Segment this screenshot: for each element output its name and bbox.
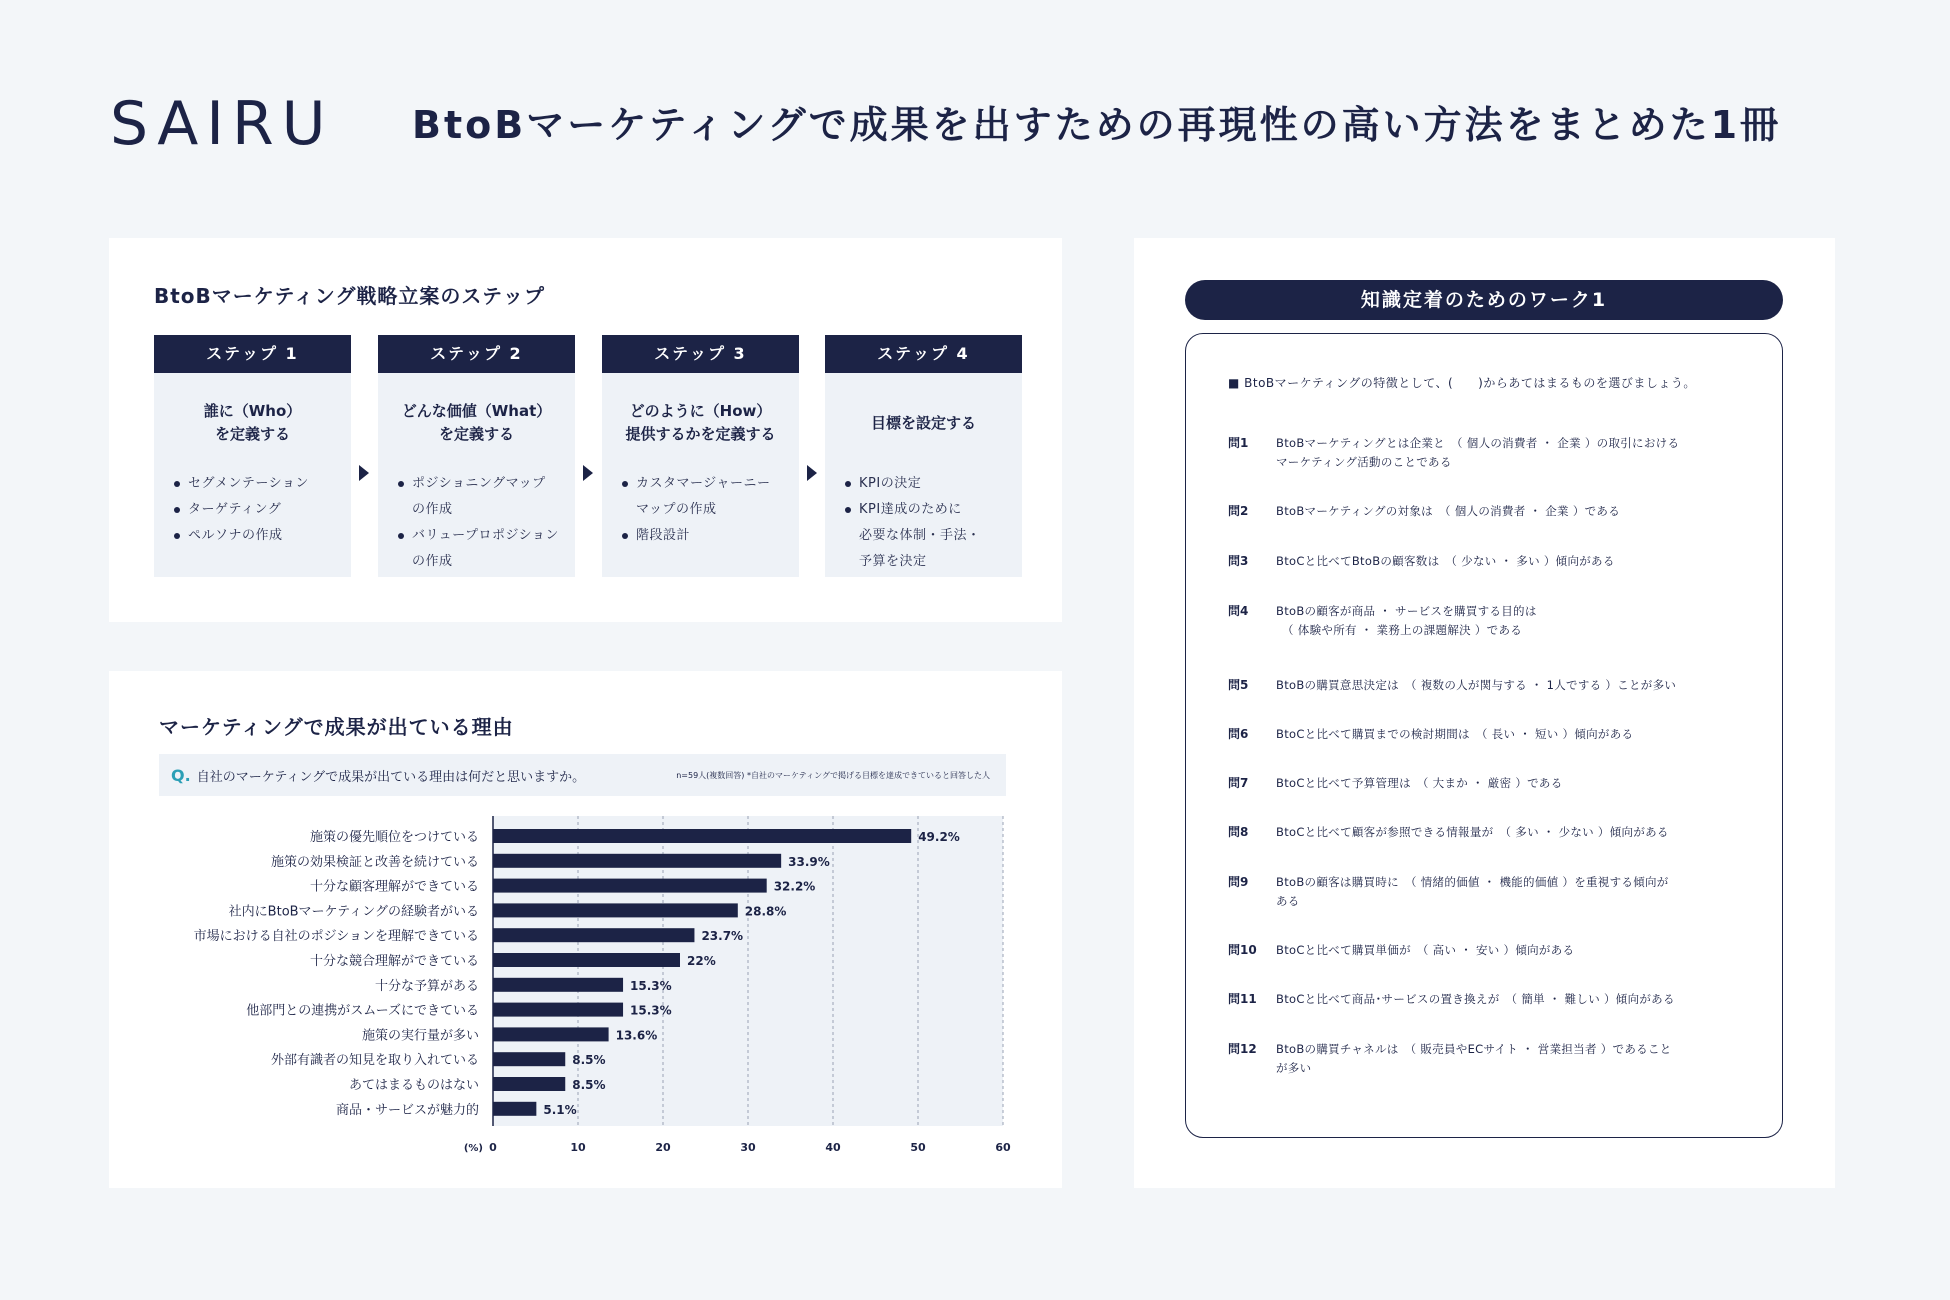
x-tick-label: 50 bbox=[910, 1141, 926, 1154]
bar bbox=[493, 1027, 609, 1041]
data-label: 15.3% bbox=[630, 1003, 672, 1018]
data-label: 49.2% bbox=[918, 830, 960, 844]
step-4 bbox=[825, 335, 1022, 577]
data-label: 22% bbox=[687, 954, 716, 968]
category-label: あてはまるものはない bbox=[348, 1078, 479, 1093]
x-tick-label: 60 bbox=[995, 1141, 1011, 1154]
step-item: 階段設計 bbox=[622, 523, 789, 549]
question-number: 問12 bbox=[1228, 1042, 1257, 1056]
work-question bbox=[1228, 434, 1748, 472]
category-label: 他部門との連携がスムーズにできている bbox=[246, 1003, 479, 1019]
data-label: 5.1% bbox=[543, 1102, 577, 1117]
question-number: 問9 bbox=[1228, 875, 1249, 889]
work-question bbox=[1228, 676, 1748, 695]
chart-title: マーケティングで成果が出ている理由 bbox=[159, 715, 514, 739]
question-number: 問11 bbox=[1228, 992, 1257, 1006]
question-number: 問7 bbox=[1228, 776, 1249, 790]
step-item-list bbox=[825, 471, 1022, 575]
category-label: 商品・サービスが魅力的 bbox=[335, 1102, 479, 1118]
step-item: カスタマージャーニー マップの作成 bbox=[622, 471, 789, 523]
step-arrow-icon bbox=[583, 465, 593, 481]
data-label: 13.6% bbox=[615, 1028, 658, 1043]
question-mark-label: Q. bbox=[171, 765, 191, 785]
question-number: 問5 bbox=[1228, 678, 1249, 692]
work-question bbox=[1228, 990, 1748, 1009]
steps-title: BtoBマーケティング戦略立案のステップ bbox=[154, 284, 545, 308]
step-label: ステップ 1 bbox=[154, 335, 351, 373]
bar bbox=[493, 903, 738, 917]
step-arrow-icon bbox=[807, 465, 817, 481]
work-question bbox=[1228, 502, 1748, 521]
question-number: 問1 bbox=[1228, 436, 1249, 450]
work-question bbox=[1228, 602, 1748, 640]
work-question bbox=[1228, 774, 1748, 793]
data-label: 23.7% bbox=[701, 929, 744, 944]
step-label: ステップ 2 bbox=[378, 335, 575, 373]
step-label: ステップ 3 bbox=[602, 335, 799, 373]
step-arrow-icon bbox=[359, 465, 369, 481]
question-text: BtoBの購買チャネルは （ 販売員やECサイト ・ 営業担当者 ）であること が多い bbox=[1276, 1042, 1672, 1075]
bar bbox=[493, 978, 623, 992]
category-label: 施策の効果検証と改善を続けている bbox=[270, 854, 479, 870]
work-question-box bbox=[1185, 333, 1783, 1138]
step-2 bbox=[378, 335, 575, 577]
knowledge-work-card bbox=[1134, 238, 1835, 1188]
work-title-pill: 知識定着のためのワーク1 bbox=[1185, 280, 1783, 320]
question-number: 問10 bbox=[1228, 943, 1257, 957]
category-label: 施策の実行量が多い bbox=[361, 1028, 479, 1044]
x-tick-label: 10 bbox=[570, 1141, 586, 1154]
question-text: BtoBの顧客は購買時に （ 情緒的価値 ・ 機能的価値 ）を重視する傾向が ある bbox=[1276, 875, 1669, 908]
question-text: BtoBマーケティングとは企業と （ 個人の消費者 ・ 企業 ）の取引における マーケティング活動のことである bbox=[1276, 436, 1680, 469]
question-number: 問8 bbox=[1228, 825, 1249, 839]
question-number: 問2 bbox=[1228, 504, 1249, 518]
step-item-list bbox=[602, 471, 799, 549]
data-label: 33.9% bbox=[788, 854, 830, 869]
question-number: 問6 bbox=[1228, 727, 1249, 741]
marketing-results-chart-card bbox=[109, 671, 1062, 1188]
x-axis-unit: (%) bbox=[463, 1143, 483, 1154]
step-heading: 誰に（Who） を定義する bbox=[203, 402, 302, 443]
step-item-list bbox=[378, 471, 575, 575]
data-label: 32.2% bbox=[773, 879, 816, 894]
work-question bbox=[1228, 873, 1748, 911]
question-number: 問4 bbox=[1228, 604, 1249, 618]
x-tick-label: 20 bbox=[655, 1141, 671, 1154]
step-1 bbox=[154, 335, 351, 577]
horizontal-bar-chart bbox=[109, 671, 1062, 1188]
x-tick-label: 40 bbox=[825, 1141, 841, 1154]
bar bbox=[493, 1003, 623, 1017]
step-item-list bbox=[154, 471, 351, 549]
category-label: 市場における自社のポジションを理解できている bbox=[193, 929, 479, 945]
question-text: BtoBマーケティングの対象は （ 個人の消費者 ・ 企業 ）である bbox=[1276, 504, 1621, 518]
question-text: BtoBの購買意思決定は （ 複数の人が関与する ・ 1人でする ）ことが多い bbox=[1276, 678, 1677, 692]
question-text: BtoCと比べて予算管理は （ 大まか ・ 厳密 ）である bbox=[1276, 776, 1563, 790]
step-heading: 目標を設定する bbox=[870, 413, 976, 432]
category-label: 社内にBtoBマーケティングの経験者がいる bbox=[228, 904, 479, 920]
data-label: 15.3% bbox=[630, 978, 672, 993]
question-text: BtoBの顧客が商品 ・ サービスを購買する目的は （ 体験や所有 ・ 業務上の課題解決 ）である bbox=[1276, 604, 1537, 637]
question-text: BtoCと比べてBtoBの顧客数は （ 少ない ・ 多い ）傾向がある bbox=[1276, 554, 1615, 568]
question-number: 問3 bbox=[1228, 554, 1249, 568]
bar bbox=[493, 953, 680, 967]
bar bbox=[493, 879, 767, 893]
work-question bbox=[1228, 823, 1748, 842]
bar bbox=[493, 1052, 565, 1066]
bar bbox=[493, 854, 781, 868]
sairu-logo: SAIRU bbox=[110, 89, 334, 159]
step-item: KPIの決定 bbox=[845, 471, 1012, 497]
work-question bbox=[1228, 725, 1748, 744]
survey-question-text: 自社のマーケティングで成果が出ている理由は何だと思いますか。 bbox=[196, 769, 586, 785]
category-label: 外部有識者の知見を取り入れている bbox=[270, 1053, 479, 1069]
data-label: 28.8% bbox=[744, 904, 787, 919]
survey-sample-note: n=59人(複数回答) *自社のマーケティングで掲げる目標を達成できていると回答した人 bbox=[676, 770, 990, 780]
work-question bbox=[1228, 552, 1748, 571]
work-instruction: ■ BtoBマーケティングの特徴として、( )からあてはまるものを選びましょう。 bbox=[1228, 376, 1696, 390]
step-item: セグメンテーション bbox=[174, 471, 341, 497]
bar bbox=[493, 829, 911, 843]
work-question bbox=[1228, 941, 1748, 960]
strategy-steps-card bbox=[109, 238, 1062, 622]
step-heading: どのように（How） 提供するかを定義する bbox=[625, 402, 776, 443]
step-label: ステップ 4 bbox=[825, 335, 1022, 373]
data-label: 8.5% bbox=[572, 1053, 606, 1068]
step-item: バリュープロポジション の作成 bbox=[398, 523, 565, 575]
bar bbox=[493, 928, 694, 942]
work-question bbox=[1228, 1040, 1748, 1078]
question-text: BtoCと比べて購買までの検討期間は （ 長い ・ 短い ）傾向がある bbox=[1276, 727, 1634, 741]
x-tick-label: 0 bbox=[489, 1141, 497, 1154]
step-item: ターゲティング bbox=[174, 497, 341, 523]
step-heading: どんな価値（What） を定義する bbox=[401, 402, 552, 443]
x-tick-label: 30 bbox=[740, 1141, 756, 1154]
category-label: 施策の優先順位をつけている bbox=[309, 830, 479, 845]
bar bbox=[493, 1102, 536, 1116]
question-text: BtoCと比べて購買単価が （ 高い ・ 安い ）傾向がある bbox=[1276, 943, 1575, 957]
page-headline: BtoBマーケティングで成果を出すための再現性の高い方法をまとめた1冊 bbox=[412, 103, 1782, 147]
category-label: 十分な競合理解ができている bbox=[309, 954, 479, 969]
bar bbox=[493, 1077, 565, 1091]
step-3 bbox=[602, 335, 799, 577]
question-text: BtoCと比べて顧客が参照できる情報量が （ 多い ・ 少ない ）傾向がある bbox=[1276, 825, 1669, 839]
step-item: ペルソナの作成 bbox=[174, 523, 341, 549]
data-label: 8.5% bbox=[572, 1078, 606, 1092]
category-label: 十分な顧客理解ができている bbox=[309, 879, 479, 895]
question-text: BtoCと比べて商品･サービスの置き換えが （ 簡単 ・ 難しい ）傾向がある bbox=[1276, 992, 1675, 1006]
step-item: KPI達成のために 必要な体制・手法・ 予算を決定 bbox=[845, 497, 1012, 575]
category-label: 十分な予算がある bbox=[374, 978, 479, 994]
step-item: ポジショニングマップ の作成 bbox=[398, 471, 565, 523]
